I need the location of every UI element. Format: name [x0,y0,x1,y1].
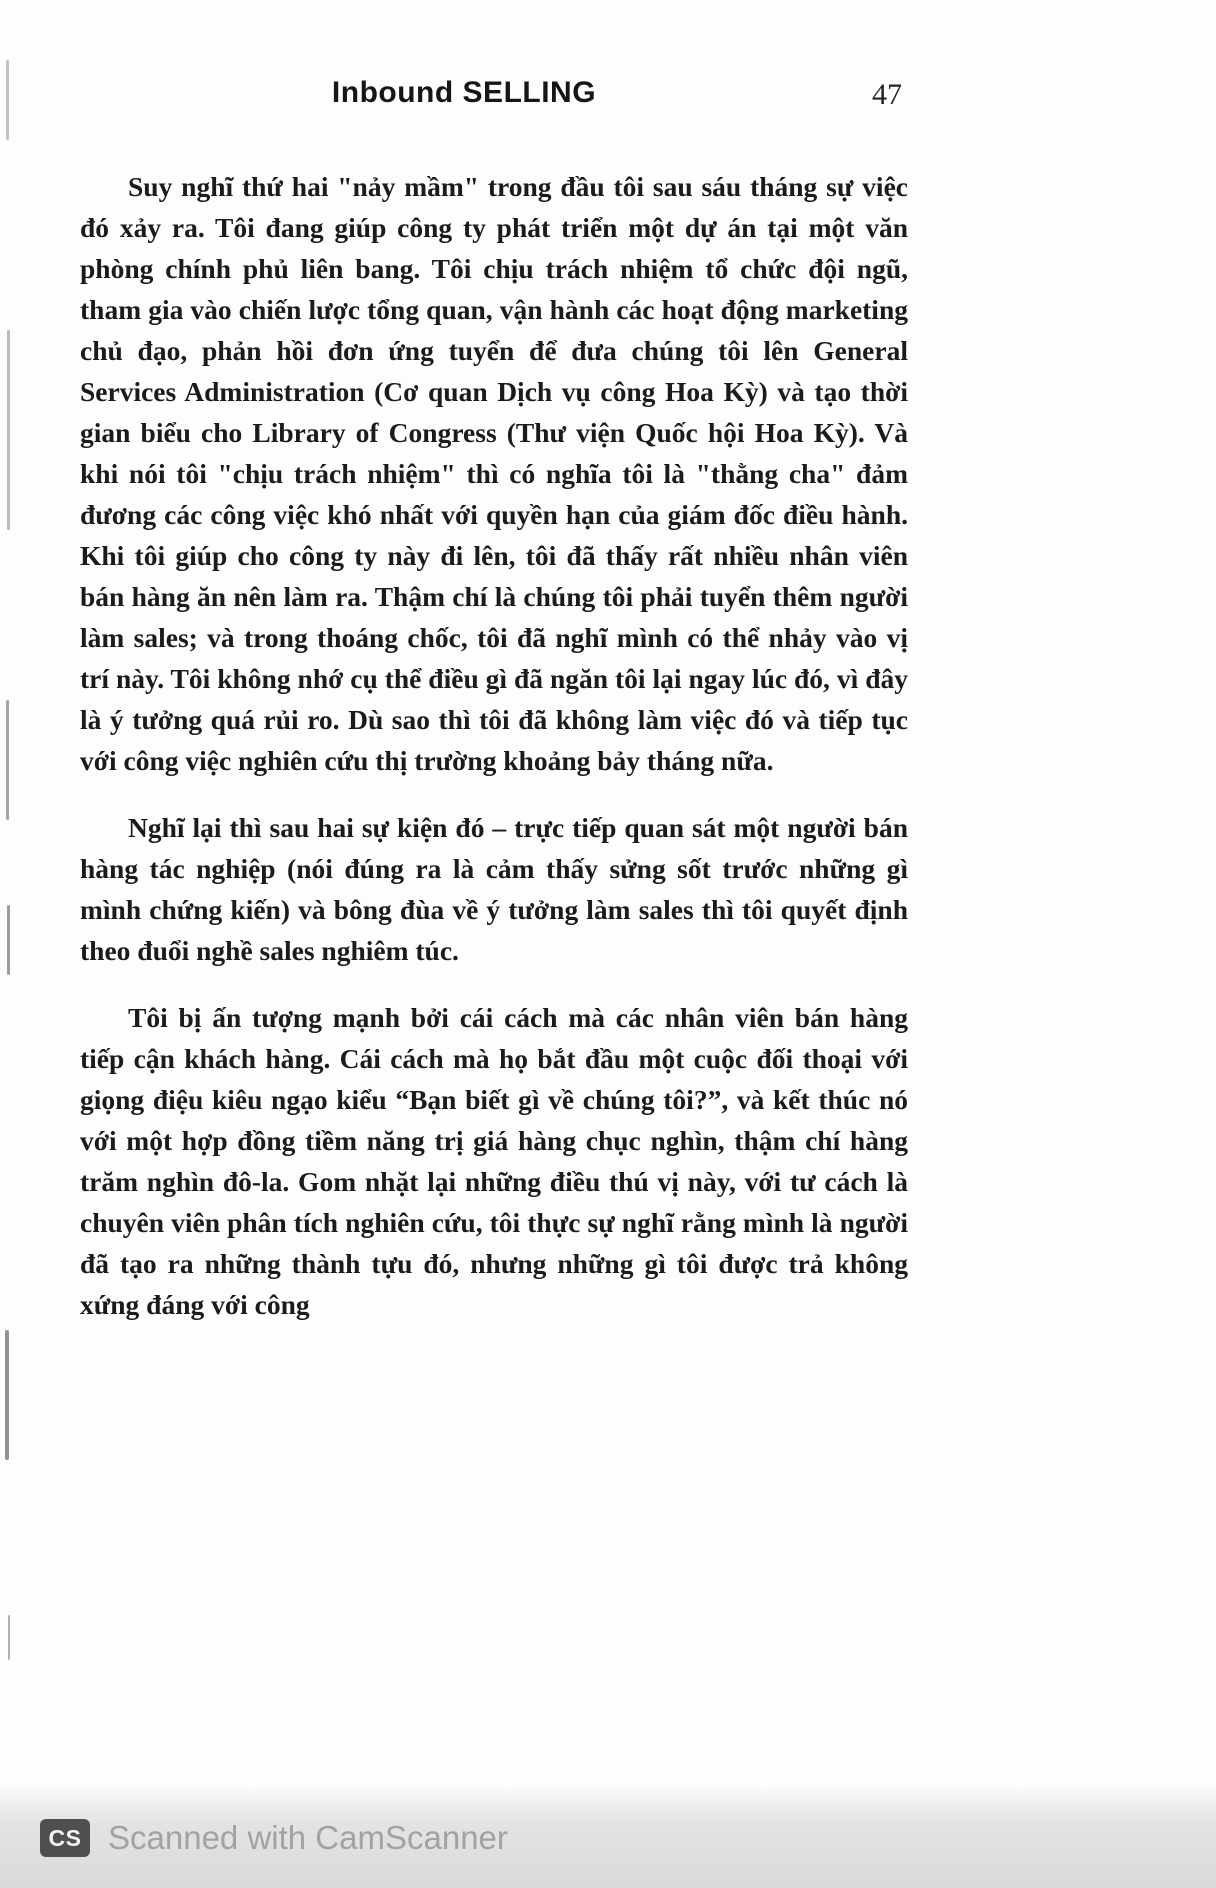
body-paragraph-2: Nghĩ lại thì sau hai sự kiện đó – trực tiếp quan sát một người bán hàng tác nghiệp (nói đúng ra là cảm thấy sửng sốt trước những gì mình chứng kiến) và bông đùa về ý tưởng làm sales thì tôi quyết định theo đuổi nghề sales nghiêm túc. [80,812,908,966]
page-body [80,166,908,1351]
camscanner-logo-icon: CS [40,1819,90,1857]
scan-artifact [5,1330,9,1460]
running-head-title: Inbound SELLING [331,76,597,109]
scan-artifact [6,60,9,140]
body-paragraph-1: Suy nghĩ thứ hai "nảy mầm" trong đầu tôi sau sáu tháng sự việc đó xảy ra. Tôi đang giúp công ty phát triển một dự án tại một văn phòng chính phủ liên bang. Tôi chịu trách nhiệm tổ chức đội ngũ, tham gia vào chiến lược tổng quan, vận hành các hoạt động marketing chủ đạo, phản hồi đơn ứng tuyển để đưa chúng tôi lên General Services Administration (Cơ quan Dịch vụ công Hoa Kỳ) và tạo thời gian biểu cho Library of Congress (Thư viện Quốc hội Hoa Kỳ). Và khi nói tôi "chịu trách nhiệm" thì có nghĩa tôi là "thằng cha" đảm đương các công việc khó nhất với quyền hạn của giám đốc điều hành. Khi tôi giúp cho công ty này đi lên, tôi đã thấy rất nhiều nhân viên bán hàng ăn nên làm ra. Thậm chí là chúng tôi phải tuyển thêm người làm sales; và trong thoáng chốc, tôi đã nghĩ mình có thể nhảy vào vị trí này. Tôi không nhớ cụ thể điều gì đã ngăn tôi lại ngay lúc đó, vì đây là ý tưởng quá rủi ro. Dù sao thì tôi đã không làm việc đó và tiếp tục với công việc nghiên cứu thị trường khoảng bảy tháng nữa. [80,171,908,776]
body-paragraph-3: Tôi bị ấn tượng mạnh bởi cái cách mà các nhân viên bán hàng tiếp cận khách hàng. Cái cách mà họ bắt đầu một cuộc đối thoại với giọng điệu kiêu ngạo kiểu “Bạn biết gì về chúng tôi?”, và kết thúc nó với một hợp đồng tiềm năng trị giá hàng chục nghìn, thậm chí hàng trăm nghìn đô-la. Gom nhặt lại những điều thú vị này, với tư cách là chuyên viên phân tích nghiên cứu, tôi thực sự nghĩ rằng mình là người đã tạo ra những thành tựu đó, nhưng những gì tôi được trả không xứng đáng với công [80,1002,908,1320]
scan-artifact [8,1615,10,1660]
camscanner-watermark-bar [0,1788,1216,1888]
scan-artifact [6,700,9,820]
camscanner-watermark-text: Scanned with CamScanner [108,1819,508,1856]
page-number: 47 [872,78,902,111]
scan-artifact [7,905,10,975]
scan-artifact [7,330,10,530]
page-header [80,76,908,120]
